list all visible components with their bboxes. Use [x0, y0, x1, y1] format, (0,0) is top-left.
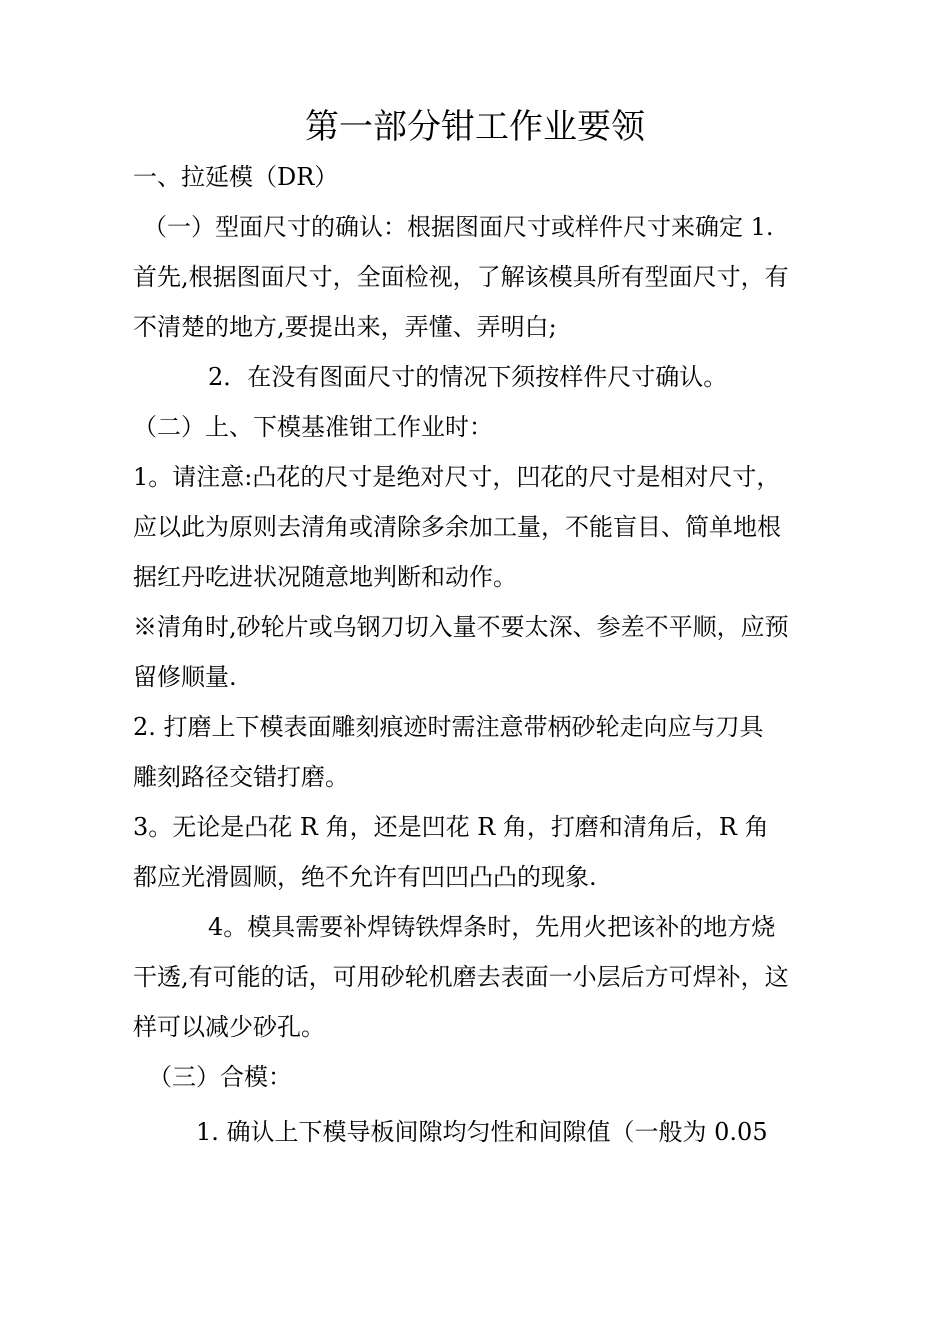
paragraph-line: 1。请注意:凸花的尺寸是绝对尺寸，凹花的尺寸是相对尺寸， — [133, 463, 781, 491]
paragraph-line: 都应光滑圆顺，绝不允许有凹凹凸凸的现象. — [133, 863, 597, 891]
note-line: ※清角时,砂轮片或乌钢刀切入量不要太深、参差不平顺，应预 — [133, 613, 789, 641]
paragraph-line: 据红丹吃进状况随意地判断和动作。 — [133, 563, 517, 591]
paragraph-line: 不清楚的地方,要提出来，弄懂、弄明白; — [133, 313, 557, 341]
subsection-heading: （一）型面尺寸的确认：根据图面尺寸或样件尺寸来确定 1. — [143, 213, 774, 241]
paragraph-line: 2．在没有图面尺寸的情况下须按样件尺寸确认。 — [208, 363, 728, 391]
section-heading: 一、拉延模（DR） — [133, 163, 339, 191]
note-line: 留修顺量. — [133, 663, 237, 691]
paragraph-line: 干透,有可能的话，可用砂轮机磨去表面一小层后方可焊补，这 — [133, 963, 789, 991]
paragraph-line: 3。无论是凸花 R 角，还是凹花 R 角，打磨和清角后，R 角 — [133, 813, 769, 841]
subsection-heading: （三）合模： — [148, 1063, 292, 1091]
subsection-heading: （二）上、下模基准钳工作业时： — [133, 413, 493, 441]
document-title: 第一部分钳工作业要领 — [305, 107, 645, 147]
paragraph-line: 雕刻路径交错打磨。 — [133, 763, 349, 791]
paragraph-line: 2. 打磨上下模表面雕刻痕迹时需注意带柄砂轮走向应与刀具 — [133, 713, 764, 741]
paragraph-line: 样可以减少砂孔。 — [133, 1013, 325, 1041]
paragraph-line: 4。模具需要补焊铸铁焊条时，先用火把该补的地方烧 — [208, 913, 776, 941]
paragraph-line: 应以此为原则去清角或清除多余加工量，不能盲目、简单地根 — [133, 513, 781, 541]
paragraph-line: 1. 确认上下模导板间隙均匀性和间隙值（一般为 0.05 — [196, 1118, 768, 1146]
paragraph-line: 首先,根据图面尺寸，全面检视，了解该模具所有型面尺寸，有 — [133, 263, 789, 291]
